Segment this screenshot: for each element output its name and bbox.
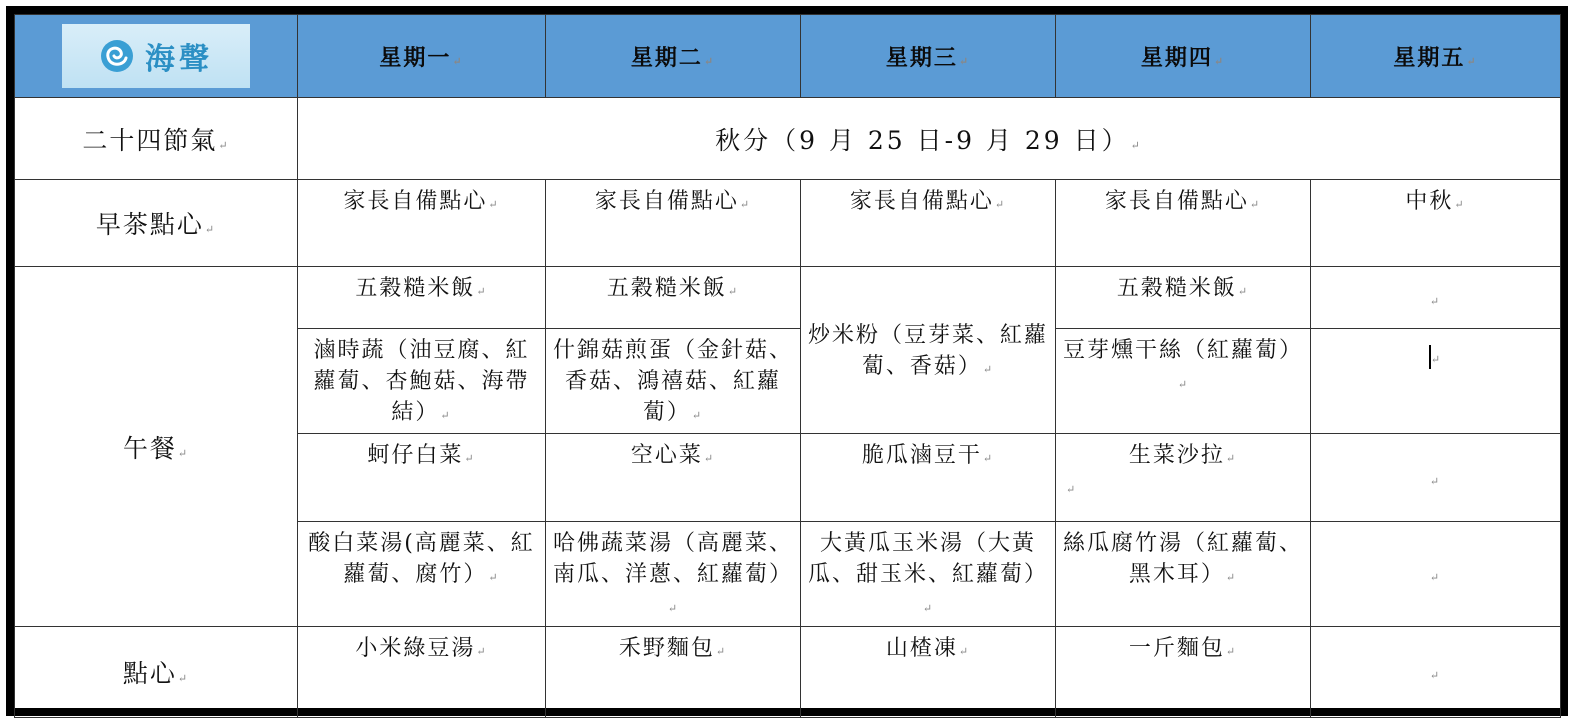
day-header-thu: 星期四↵ [1056,15,1311,98]
lunch-main-mon: 滷時蔬（油豆腐、紅蘿蔔、杏鮑菇、海帶結）↵ [298,329,546,434]
morning-snack-mon: 家長自備點心↵ [298,180,546,267]
lunch-side-thu: 生菜沙拉↵ ↵ [1056,434,1311,522]
lunch-soup-thu: 絲瓜腐竹湯（紅蘿蔔、黑木耳）↵ [1056,522,1311,627]
weekly-menu-table [14,14,1561,718]
afternoon-snack-thu: 一斤麵包↵ [1056,627,1311,718]
lunch-soup-fri: ↵ [1311,522,1561,627]
day-header-fri: 星期五↵ [1311,15,1561,98]
morning-snack-tue: 家長自備點心↵ [546,180,801,267]
lunch-staple-wed: 炒米粉（豆芽菜、紅蘿蔔、香菇）↵ [801,267,1056,434]
lunch-staple-mon: 五穀糙米飯↵ [298,267,546,329]
solar-term-value: 秋分（9 月 25 日-9 月 29 日）↵ [298,98,1561,180]
morning-snack-label: 早茶點心↵ [15,180,298,267]
afternoon-snack-mon: 小米綠豆湯↵ [298,627,546,718]
afternoon-snack-label: 點心↵ [15,627,298,718]
afternoon-snack-fri: ↵ [1311,627,1561,718]
lunch-soup-mon: 酸白菜湯(高麗菜、紅蘿蔔、腐竹）↵ [298,522,546,627]
morning-snack-fri: 中秋↵ [1311,180,1561,267]
afternoon-snack-tue: 禾野麵包↵ [546,627,801,718]
lunch-side-tue: 空心菜↵ [546,434,801,522]
lunch-staple-tue: 五穀糙米飯↵ [546,267,801,329]
lunch-side-wed: 脆瓜滷豆干↵ [801,434,1056,522]
lunch-side-mon: 蚵仔白菜↵ [298,434,546,522]
menu-frame [6,6,1568,716]
lunch-main-tue: 什錦菇煎蛋（金針菇、香菇、鴻禧菇、紅蘿蔔）↵ [546,329,801,434]
solar-term-label: 二十四節氣↵ [15,98,298,180]
day-header-tue: 星期二↵ [546,15,801,98]
lunch-staple-row [15,267,1561,329]
afternoon-snack-row [15,627,1561,718]
lunch-main-thu: 豆芽燻干絲（紅蘿蔔）↵ [1056,329,1311,434]
header-row [15,15,1561,98]
lunch-staple-thu: 五穀糙米飯↵ [1056,267,1311,329]
solar-term-row [15,98,1561,180]
morning-snack-thu: 家長自備點心↵ [1056,180,1311,267]
swirl-wave-icon [99,38,135,74]
morning-snack-wed: 家長自備點心↵ [801,180,1056,267]
logo-cell [15,15,298,98]
lunch-staple-fri: ↵ [1311,267,1561,329]
lunch-main-fri[interactable]: ↵ [1311,329,1561,434]
logo [62,24,250,88]
day-header-wed: 星期三↵ [801,15,1056,98]
day-header-mon: 星期一↵ [298,15,546,98]
lunch-side-fri: ↵ [1311,434,1561,522]
lunch-label: 午餐↵ [15,267,298,627]
afternoon-snack-wed: 山楂凍↵ [801,627,1056,718]
logo-text: 海聲 [145,42,213,77]
lunch-soup-tue: 哈佛蔬菜湯（高麗菜、南瓜、洋蔥、紅蘿蔔）↵ [546,522,801,627]
lunch-soup-wed: 大黃瓜玉米湯（大黃瓜、甜玉米、紅蘿蔔）↵ [801,522,1056,627]
morning-snack-row [15,180,1561,267]
